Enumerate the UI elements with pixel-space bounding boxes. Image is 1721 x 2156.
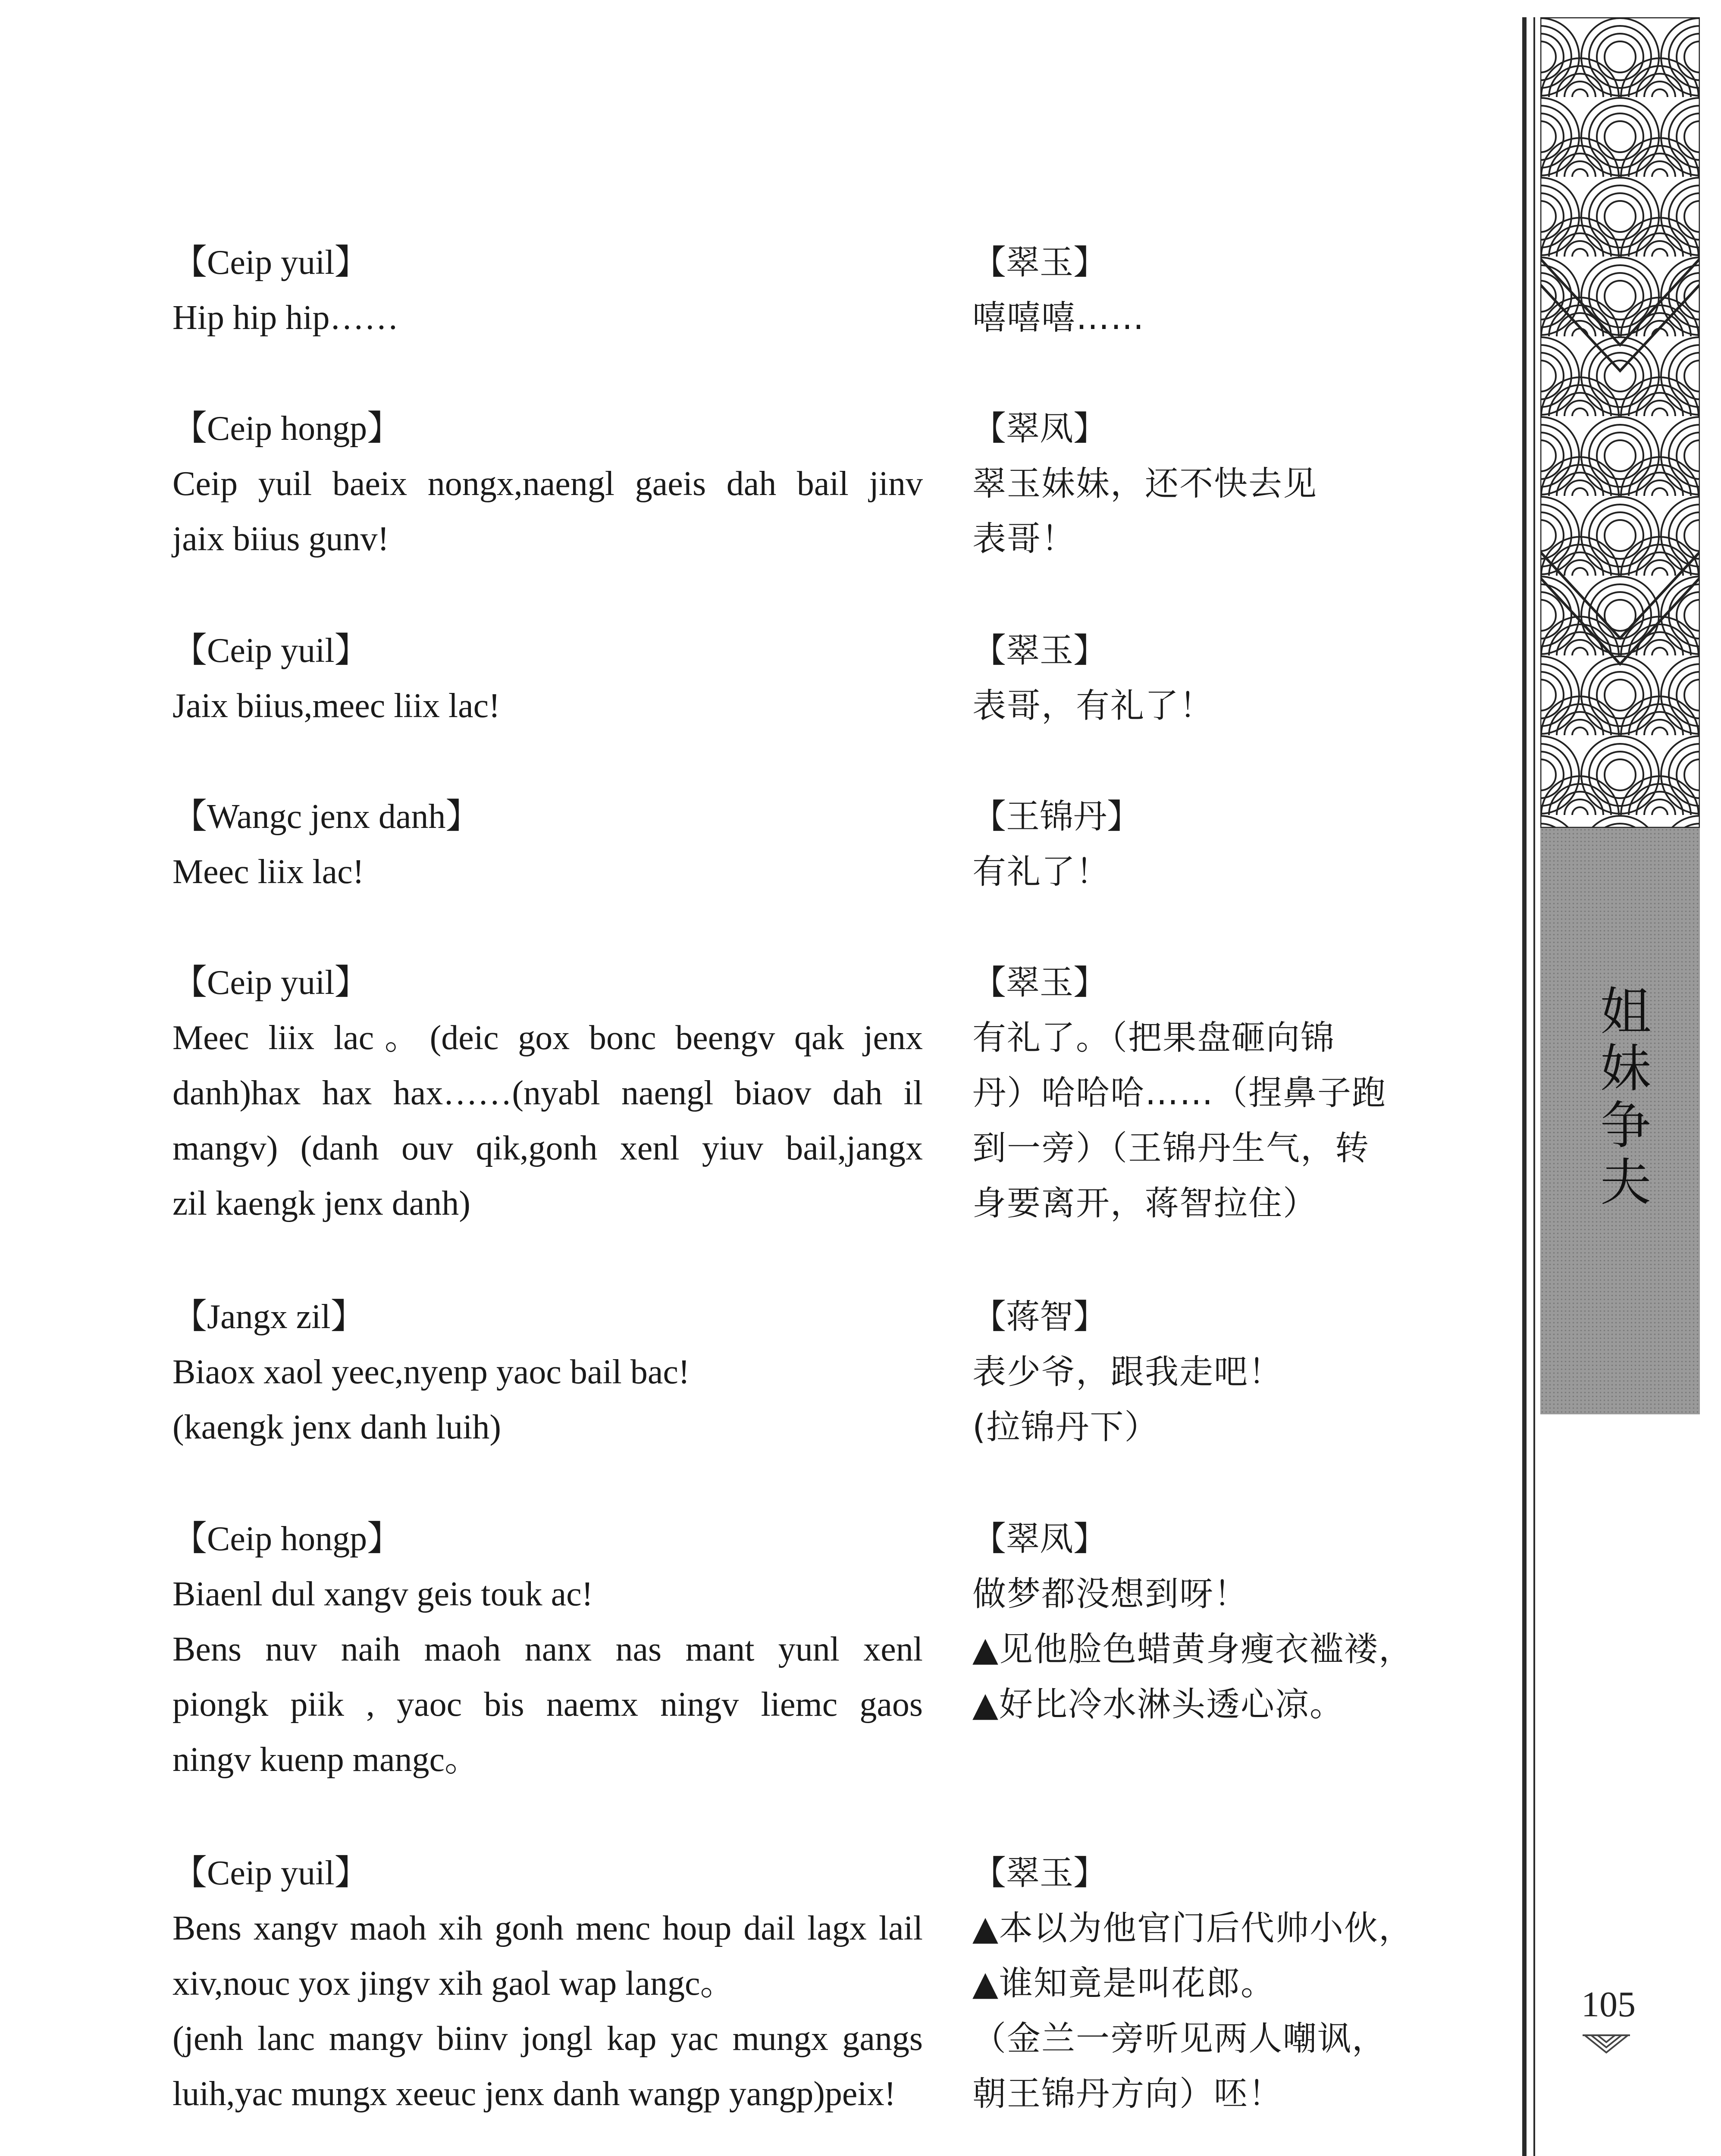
margin-rule-inner — [1533, 17, 1535, 2156]
dialogue-block-chinese — [972, 235, 1447, 345]
dialogue-line: 表少爷，跟我走吧！ — [972, 1353, 1283, 1391]
dialogue-line: 有礼了！ — [972, 852, 1111, 891]
dialogue-line: Bens xangv maoh xih gonh menc houp dail lagx lail — [172, 1909, 923, 1947]
dialogue-line: 嘻嘻嘻…… — [972, 298, 1145, 337]
dialogue-line: Jaix biius,meec liix lac! — [172, 687, 500, 725]
speaker-label: 【王锦丹】 — [972, 797, 1141, 836]
dialogue-line: 做梦都没想到呀！ — [972, 1575, 1249, 1614]
speaker-label: 【Jangx zil】 — [172, 1298, 365, 1336]
dialogue-line: 表哥！ — [972, 520, 1076, 558]
dialogue-line: danh)hax hax hax……(nyabl naengl biaov dah il — [172, 1074, 923, 1112]
dialogue-line: mangv) (danh ouv qik,gonh xenl yiuv bail,jangx — [172, 1129, 923, 1167]
speaker-label: 【翠凤】 — [972, 1520, 1107, 1558]
dialogue-line: (拉锦丹下） — [972, 1408, 1159, 1447]
dialogue-line: 身要离开，蒋智拉住） — [972, 1184, 1318, 1223]
dialogue-block-chinese — [972, 1289, 1447, 1455]
dialogue-line: Meec liix lac! — [172, 853, 364, 891]
speaker-label: 【翠玉】 — [972, 243, 1107, 282]
dialogue-block-dong — [172, 623, 923, 733]
dialogue-line: Ceip yuil baeix nongx,naengl gaeis dah bail jinv — [172, 465, 923, 503]
speaker-label: 【翠玉】 — [972, 963, 1107, 1002]
dialogue-block-dong — [172, 955, 923, 1231]
dialogue-line: 丹）哈哈哈……（捏鼻子跑 — [972, 1074, 1387, 1112]
dialogue-block-dong — [172, 401, 923, 567]
dialogue-line: 翠玉妹妹，还不快去见 — [972, 464, 1318, 503]
dialogue-block-chinese — [972, 623, 1447, 733]
dialogue-block-chinese — [972, 955, 1447, 1231]
speaker-label: 【Ceip hongp】 — [172, 410, 402, 448]
dialogue-line: ningv kuenp mangc。 — [172, 1741, 479, 1779]
dialogue-line: Hip hip hip…… — [172, 299, 399, 337]
dialogue-block-chinese — [972, 1846, 1447, 2122]
margin-rule-outer — [1522, 17, 1527, 2156]
cloud-pattern-ornament — [1540, 17, 1700, 828]
dialogue-line: ▲本以为他官门后代帅小伙， — [972, 1909, 1413, 1948]
dialogue-line: 朝王锦丹方向）呸！ — [972, 2075, 1283, 2113]
dialogue-block-chinese — [972, 1511, 1447, 1732]
dialogue-block-dong — [172, 1846, 923, 2122]
side-title-char: 争 — [1600, 1096, 1651, 1155]
speaker-label: 【Ceip yuil】 — [172, 1854, 369, 1892]
dialogue-line: 到一旁）（王锦丹生气，转 — [972, 1129, 1370, 1168]
speaker-label: 【翠玉】 — [972, 631, 1107, 670]
dialogue-line: Meec liix lac。(deic gox bonc beengv qak jenx — [172, 1019, 923, 1057]
speaker-label: 【Ceip yuil】 — [172, 964, 369, 1002]
side-title — [1596, 983, 1656, 1211]
dialogue-line: ▲好比冷水淋头透心凉。 — [972, 1685, 1344, 1724]
dialogue-line: （金兰一旁听见两人嘲讽， — [972, 2019, 1387, 2058]
speaker-label: 【翠玉】 — [972, 1854, 1107, 1893]
dialogue-block-dong — [172, 235, 923, 345]
dialogue-line: zil kaengk jenx danh) — [172, 1185, 470, 1222]
dialogue-line: Biaox xaol yeec,nyenp yaoc bail bac! — [172, 1353, 690, 1391]
dialogue-block-dong — [172, 1511, 923, 1787]
dialogue-line: ▲谁知竟是叫花郎。 — [972, 1964, 1275, 2003]
speaker-label: 【Wangc jenx danh】 — [172, 798, 480, 836]
dialogue-line: jaix biius gunv! — [172, 520, 389, 558]
speaker-label: 【Ceip yuil】 — [172, 632, 369, 670]
dialogue-block-chinese — [972, 789, 1447, 899]
dialogue-line: Biaenl dul xangv geis touk ac! — [172, 1575, 593, 1613]
side-title-char: 夫 — [1600, 1153, 1651, 1212]
dialogue-block-dong — [172, 1289, 923, 1455]
dialogue-block-dong — [172, 789, 923, 899]
speaker-label: 【Ceip yuil】 — [172, 244, 369, 282]
side-title-char: 姐 — [1600, 982, 1651, 1041]
dialogue-block-chinese — [972, 401, 1447, 567]
dialogue-line: 表哥，有礼了！ — [972, 686, 1214, 725]
dialogue-line: (jenh lanc mangv biinv jongl kap yac mungx gangs — [172, 2020, 923, 2058]
speaker-label: 【Ceip hongp】 — [172, 1520, 402, 1558]
page-number-ornament-icon — [1580, 2031, 1632, 2057]
dialogue-line: luih,yac mungx xeeuc jenx danh wangp yangp)peix! — [172, 2075, 896, 2113]
speaker-label: 【翠凤】 — [972, 409, 1107, 448]
dialogue-line: xiv,nouc yox jingv xih gaol wap langc。 — [172, 1965, 735, 2002]
dialogue-line: ▲见他脸色蜡黄身瘦衣褴褛， — [972, 1630, 1413, 1669]
dialogue-line: 有礼了。（把果盘砸向锦 — [972, 1018, 1335, 1057]
dialogue-line: Bens nuv naih maoh nanx nas mant yunl xenl — [172, 1630, 923, 1668]
side-title-char: 妹 — [1600, 1039, 1651, 1098]
dialogue-line: piongk piik , yaoc bis naemx ningv liemc gaos — [172, 1686, 923, 1724]
speaker-label: 【蒋智】 — [972, 1297, 1107, 1336]
page-number: 105 — [1581, 1984, 1636, 2024]
dialogue-line: (kaengk jenx danh luih) — [172, 1408, 501, 1446]
